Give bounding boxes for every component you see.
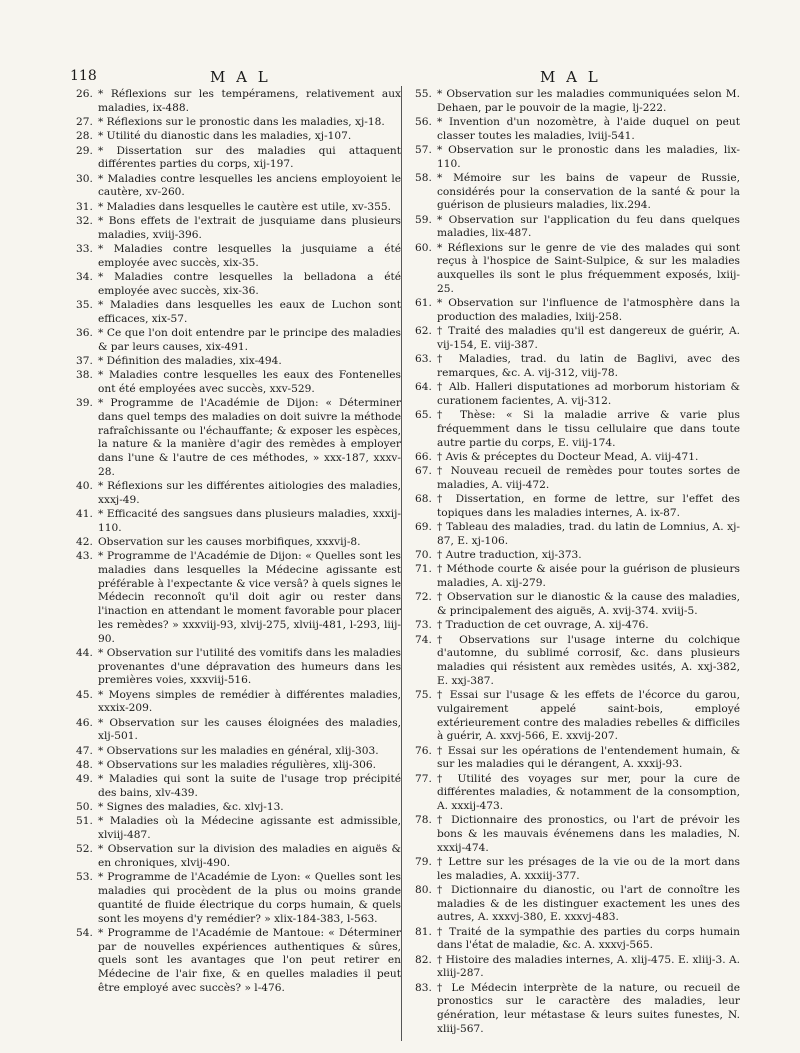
entry-number: 74. — [415, 633, 432, 646]
index-entry — [415, 619, 740, 633]
entry-text: * Observation sur les causes éloignées des maladies, xlj-501. — [98, 716, 401, 743]
entry-text: * Dissertation sur des maladies qui attaquent différentes parties du corps, xij-197. — [98, 144, 401, 171]
entry-text: † Essai sur l'usage & les effets de l'écorce du garou, vulgairement appelé saint-bois, employé extérieurement contre des maladies rebelles & difficiles à guérir, A. xxvj-566, E. xxvij-207. — [437, 689, 740, 743]
entry-number: 50. — [76, 801, 93, 814]
entry-text: † Avis & préceptes du Docteur Mead, A. viij-471. — [437, 450, 699, 463]
entry-text: * Maladies contre lesquelles la jusquiame a été employée avec succès, xix-35. — [98, 242, 401, 269]
entry-number: 51. — [76, 815, 93, 828]
entry-number: 26. — [76, 88, 93, 100]
entry-number: 53. — [76, 871, 93, 884]
entry-number: 37. — [76, 354, 93, 367]
index-entry — [415, 773, 740, 814]
entry-number: 45. — [76, 688, 93, 701]
entry-text: * Observation sur l'application du feu dans quelques maladies, lix-487. — [437, 213, 740, 240]
entry-number: 72. — [415, 591, 432, 604]
entry-text: * Réflexions sur le genre de vie des malades qui sont reçus à l'hospice de Saint-Sulpice, & sur les maladies auxquelles ils sont le plus fréquemment exposés, lxiij-25. — [437, 241, 740, 295]
entry-text: * Programme de l'Académie de Dijon: « Déterminer dans quel temps des maladies on doit suivre la méthode rafraîchissante ou l'échauffante; & exposer les espèces, la nature & la manière d'agir des remèdes à employer dans l'une & l'autre de ces méthodes, » xxx-187, xxxv-28. — [98, 397, 401, 478]
entry-number: 48. — [76, 758, 93, 771]
index-entry — [76, 689, 401, 716]
index-entry — [415, 116, 740, 143]
entry-text: * Moyens simples de remédier à différentes maladies, xxxix-209. — [98, 688, 401, 715]
entry-number: 80. — [415, 883, 432, 896]
entry-number: 82. — [415, 953, 432, 966]
index-entry — [76, 550, 401, 646]
entry-text: † Maladies, trad. du latin de Baglivi, avec des remarques, &c. A. vij-312, viij-78. — [437, 353, 740, 379]
entry-number: 41. — [76, 508, 93, 520]
entry-number: 31. — [76, 200, 93, 213]
entry-number: 81. — [415, 925, 432, 938]
index-entry — [76, 116, 401, 130]
index-entry — [76, 299, 401, 326]
entry-text: * Réflexions sur le pronostic dans les maladies, xj-18. — [98, 116, 385, 128]
entry-number: 68. — [415, 493, 432, 506]
entry-text: * Réflexions sur les tempéramens, relativement aux maladies, ix-488. — [98, 88, 401, 114]
index-entry — [76, 355, 401, 369]
entry-text: † Traduction de cet ouvrage, A. xij-476. — [437, 619, 649, 632]
index-entry — [76, 397, 401, 479]
entry-number: 61. — [415, 297, 432, 310]
entry-number: 78. — [415, 814, 432, 827]
entry-text: * Observations sur les maladies régulières, xlij-306. — [98, 758, 377, 771]
running-header — [0, 68, 800, 90]
entry-text: * Observation sur l'utilité des vomitifs dans les maladies provenantes d'une dépravation des humeurs dans les premières voies, xxxviij-516. — [98, 646, 401, 687]
entry-text: * Maladies qui sont la suite de l'usage trop précipité des bains, xlv-439. — [98, 773, 401, 799]
entry-number: 36. — [76, 326, 93, 339]
index-entry — [415, 353, 740, 380]
index-entry — [76, 369, 401, 396]
index-entry — [76, 536, 401, 550]
entry-number: 38. — [76, 369, 93, 382]
entry-text: † Thèse: « Si la maladie arrive & varie plus fréquemment dans le tissu cellulaire que dans toute autre partie du corps, E. viij-174. — [437, 409, 740, 449]
entry-number: 60. — [415, 241, 432, 254]
index-entry — [415, 521, 740, 548]
entry-text: † Traité de la sympathie des parties du corps humain dans l'état de maladie, &c. A. xxxvj-565. — [437, 925, 740, 952]
index-entry — [415, 381, 740, 408]
entry-text: * Maladies contre lesquelles les anciens employoient le cautère, xv-260. — [98, 172, 401, 199]
index-entry — [415, 745, 740, 772]
entry-number: 58. — [415, 172, 432, 184]
entry-number: 49. — [76, 773, 93, 786]
index-entry — [415, 325, 740, 352]
entry-text: * Efficacité des sangsues dans plusieurs maladies, xxxij-110. — [98, 508, 401, 534]
index-entry — [76, 327, 401, 354]
index-entry — [76, 647, 401, 688]
entry-text: † Observation sur le dianostic & la cause des maladies, & principalement des aiguës, A. xvij-374. xviij-5. — [437, 591, 740, 618]
entry-text: * Mémoire sur les bains de vapeur de Russie, considérés pour la conservation de la santé & pour la guérison de plusieurs maladies, lix.294. — [437, 172, 740, 212]
entry-number: 29. — [76, 144, 93, 157]
page-number: 118 — [70, 68, 97, 84]
entry-number: 44. — [76, 646, 93, 659]
entry-number: 66. — [415, 450, 432, 463]
entry-text: * Maladies où la Médecine agissante est admissible, xlviij-487. — [98, 815, 401, 842]
entry-number: 30. — [76, 172, 93, 185]
index-entry — [415, 982, 740, 1037]
index-entry — [76, 508, 401, 535]
entry-number: 63. — [415, 353, 432, 366]
index-entry — [415, 465, 740, 492]
entry-text: † Le Médecin interprète de la nature, ou recueil de pronostics sur le caractère des maladies, leur génération, leur métastase & leurs suites funestes, N. xliij-567. — [437, 981, 740, 1035]
entry-number: 40. — [76, 480, 93, 492]
entry-number: 70. — [415, 549, 432, 562]
entry-number: 39. — [76, 397, 93, 410]
entry-text: * Observation sur la division des maladies en aiguës & en chroniques, xlvij-490. — [98, 843, 401, 870]
entry-number: 64. — [415, 381, 432, 394]
entry-text: * Signes des maladies, &c. xlvj-13. — [98, 801, 284, 814]
index-entry — [76, 759, 401, 773]
entry-text: * Programme de l'Académie de Dijon: « Quelles sont les maladies dans lesquelles la Médecine agissante est préférable à l'expectante & vice versâ? à quels signes le Médecin reconnoît qu'il doit agir ou rester dans l'inaction en attendant le moment favorable pour placer les remèdes? » xxxviij-93, xlvij-275, xlviij-481, l-293, liij-90. — [98, 550, 401, 645]
index-entry — [76, 243, 401, 270]
entry-number: 65. — [415, 409, 432, 422]
entry-text: † Méthode courte & aisée pour la guérison de plusieurs maladies, A. xij-279. — [437, 563, 740, 590]
entry-text: * Bons effets de l'extrait de jusquiame dans plusieurs maladies, xviij-396. — [98, 214, 401, 241]
entry-number: 56. — [415, 116, 432, 128]
entry-number: 62. — [415, 325, 432, 338]
entry-text: * Utilité du dianostic dans les maladies, xj-107. — [98, 130, 352, 143]
entry-text: † Traité des maladies qu'il est dangereux de guérir, A. vij-154, E. viij-387. — [437, 325, 740, 351]
entry-text: * Ce que l'on doit entendre par le principe des maladies & par leurs causes, xix-491. — [98, 326, 401, 353]
entry-text: * Observation sur les maladies communiquées selon M. Dehaen, par le pouvoir de la magie, lj-222. — [437, 88, 740, 114]
index-entry — [415, 856, 740, 883]
entry-number: 59. — [415, 213, 432, 226]
entry-number: 33. — [76, 242, 93, 255]
index-entry — [415, 88, 740, 115]
entry-text: * Observation sur le pronostic dans les maladies, lix-110. — [437, 144, 740, 170]
entry-text: * Invention d'un nozomètre, à l'aide duquel on peut classer toutes les maladies, lviij-541. — [437, 116, 740, 142]
index-entry — [415, 451, 740, 465]
index-entry — [76, 717, 401, 744]
index-entry — [415, 144, 740, 171]
index-entry — [76, 815, 401, 842]
entry-number: 43. — [76, 550, 93, 563]
entry-number: 73. — [415, 619, 432, 632]
right-column — [415, 88, 740, 1037]
right-running-title: M A L — [540, 68, 601, 86]
entry-number: 42. — [76, 536, 93, 548]
entry-number: 67. — [415, 465, 432, 478]
index-entry — [76, 927, 401, 996]
entry-text: * Observations sur les maladies en général, xlij-303. — [98, 744, 379, 757]
entry-text: † Tableau des maladies, trad. du latin de Lomnius, A. xj-87, E. xj-106. — [437, 521, 740, 547]
index-entry — [76, 201, 401, 215]
entry-text: † Utilité des voyages sur mer, pour la cure de différentes maladies, & notamment de la consomption, A. xxxij-473. — [437, 772, 740, 812]
index-entry — [415, 954, 740, 981]
index-entry — [76, 173, 401, 200]
left-running-title: M A L — [210, 68, 271, 86]
index-entry — [415, 242, 740, 297]
entry-text: * Programme de l'Académie de Mantoue: « Déterminer par de nouvelles expériences authentiques & sûres, quels sont les avantages que l'on peut retirer en Médecine de l'air fixe, & en quelles maladies il peut être employé avec succès? » l-476. — [98, 926, 401, 994]
index-entry — [415, 634, 740, 689]
index-entry — [76, 130, 401, 144]
index-entry — [415, 214, 740, 241]
entry-number: 34. — [76, 270, 93, 283]
index-entry — [415, 172, 740, 213]
index-entry — [76, 843, 401, 870]
entry-number: 28. — [76, 130, 93, 143]
index-entry — [415, 549, 740, 563]
entry-number: 75. — [415, 689, 432, 702]
index-entry — [415, 493, 740, 520]
entry-text: † Alb. Halleri disputationes ad morborum historiam & curationem facientes, A. vij-312. — [437, 381, 740, 407]
index-entry — [76, 271, 401, 298]
index-entry — [76, 480, 401, 507]
entry-number: 47. — [76, 744, 93, 757]
entry-number: 35. — [76, 298, 93, 311]
entry-text: * Définition des maladies, xix-494. — [98, 354, 282, 367]
entry-text: * Réflexions sur les différentes aitiologies des maladies, xxxj-49. — [98, 480, 401, 506]
entry-text: † Histoire des maladies internes, A. xlij-475. E. xliij-3. A. xliij-287. — [437, 953, 740, 980]
entry-text: * Maladies contre lesquelles les eaux des Fontenelles ont été employées avec succès, xxv-529. — [98, 369, 401, 395]
entry-text: * Programme de l'Académie de Lyon: « Quelles sont les maladies qui procèdent de la plus ou moins grande quantité de fluide électrique du corps humain, & quels sont les moyens d'y remédier? » xlix-184-383, l-563. — [98, 871, 401, 925]
index-entry — [415, 689, 740, 744]
index-entry — [415, 297, 740, 324]
entry-text: Observation sur les causes morbifiques, xxxvij-8. — [98, 536, 361, 548]
entry-number: 55. — [415, 88, 432, 100]
entry-text: * Maladies dans lesquelles le cautère est utile, xv-355. — [98, 200, 391, 213]
entry-text: * Maladies contre lesquelles la belladona a été employée avec succès, xix-36. — [98, 270, 401, 297]
entry-text: † Lettre sur les présages de la vie ou de la mort dans les maladies, A. xxxiij-377. — [437, 855, 740, 882]
index-entry — [415, 884, 740, 925]
entry-text: † Dictionnaire du dianostic, ou l'art de connoître les maladies & de les distinguer exactement les unes des autres, A. xxxvj-380, E. xxxvj-483. — [437, 883, 740, 924]
entry-text: † Autre traduction, xij-373. — [437, 549, 582, 562]
left-column — [76, 88, 401, 996]
entry-number: 69. — [415, 521, 432, 534]
index-entry — [415, 814, 740, 855]
entry-number: 46. — [76, 716, 93, 729]
index-entry — [76, 745, 401, 759]
index-entry — [76, 88, 401, 115]
index-entry — [76, 215, 401, 242]
index-entry — [415, 409, 740, 450]
entry-number: 52. — [76, 843, 93, 856]
index-entry — [76, 773, 401, 800]
index-entry — [76, 801, 401, 815]
entry-number: 76. — [415, 744, 432, 757]
index-entry — [76, 145, 401, 172]
entry-text: † Essai sur les opérations de l'entendement humain, & sur les maladies qui le dérangent, A. xxxij-93. — [437, 744, 740, 771]
entry-text: † Nouveau recueil de remèdes pour toutes sortes de maladies, A. viij-472. — [437, 465, 740, 491]
entry-text: † Observations sur l'usage interne du colchique d'automne, du sublimé corrosif, &c. dans plusieurs maladies qui résistent aux remèdes usités, A. xxj-382, E. xxj-387. — [437, 633, 740, 687]
index-entry — [415, 591, 740, 618]
entry-text: * Maladies dans lesquelles les eaux de Luchon sont efficaces, xix-57. — [98, 298, 401, 325]
column-divider — [401, 86, 402, 1041]
entry-number: 27. — [76, 116, 93, 128]
entry-text: * Observation sur l'influence de l'atmosphère dans la production des maladies, lxiij-258. — [437, 297, 740, 323]
entry-number: 79. — [415, 855, 432, 868]
index-entry — [415, 563, 740, 590]
entry-number: 71. — [415, 563, 432, 576]
index-entry — [76, 871, 401, 926]
index-entry — [415, 926, 740, 953]
entry-number: 83. — [415, 981, 432, 994]
entry-number: 32. — [76, 214, 93, 227]
entry-number: 77. — [415, 772, 432, 785]
entry-number: 54. — [76, 926, 93, 939]
entry-text: † Dissertation, en forme de lettre, sur l'effet des topiques dans les maladies internes, A. ix-87. — [437, 493, 740, 519]
entry-text: † Dictionnaire des pronostics, ou l'art de prévoir les bons & les mauvais événemens dans les maladies, N. xxxij-474. — [437, 814, 740, 854]
entry-number: 57. — [415, 144, 432, 156]
